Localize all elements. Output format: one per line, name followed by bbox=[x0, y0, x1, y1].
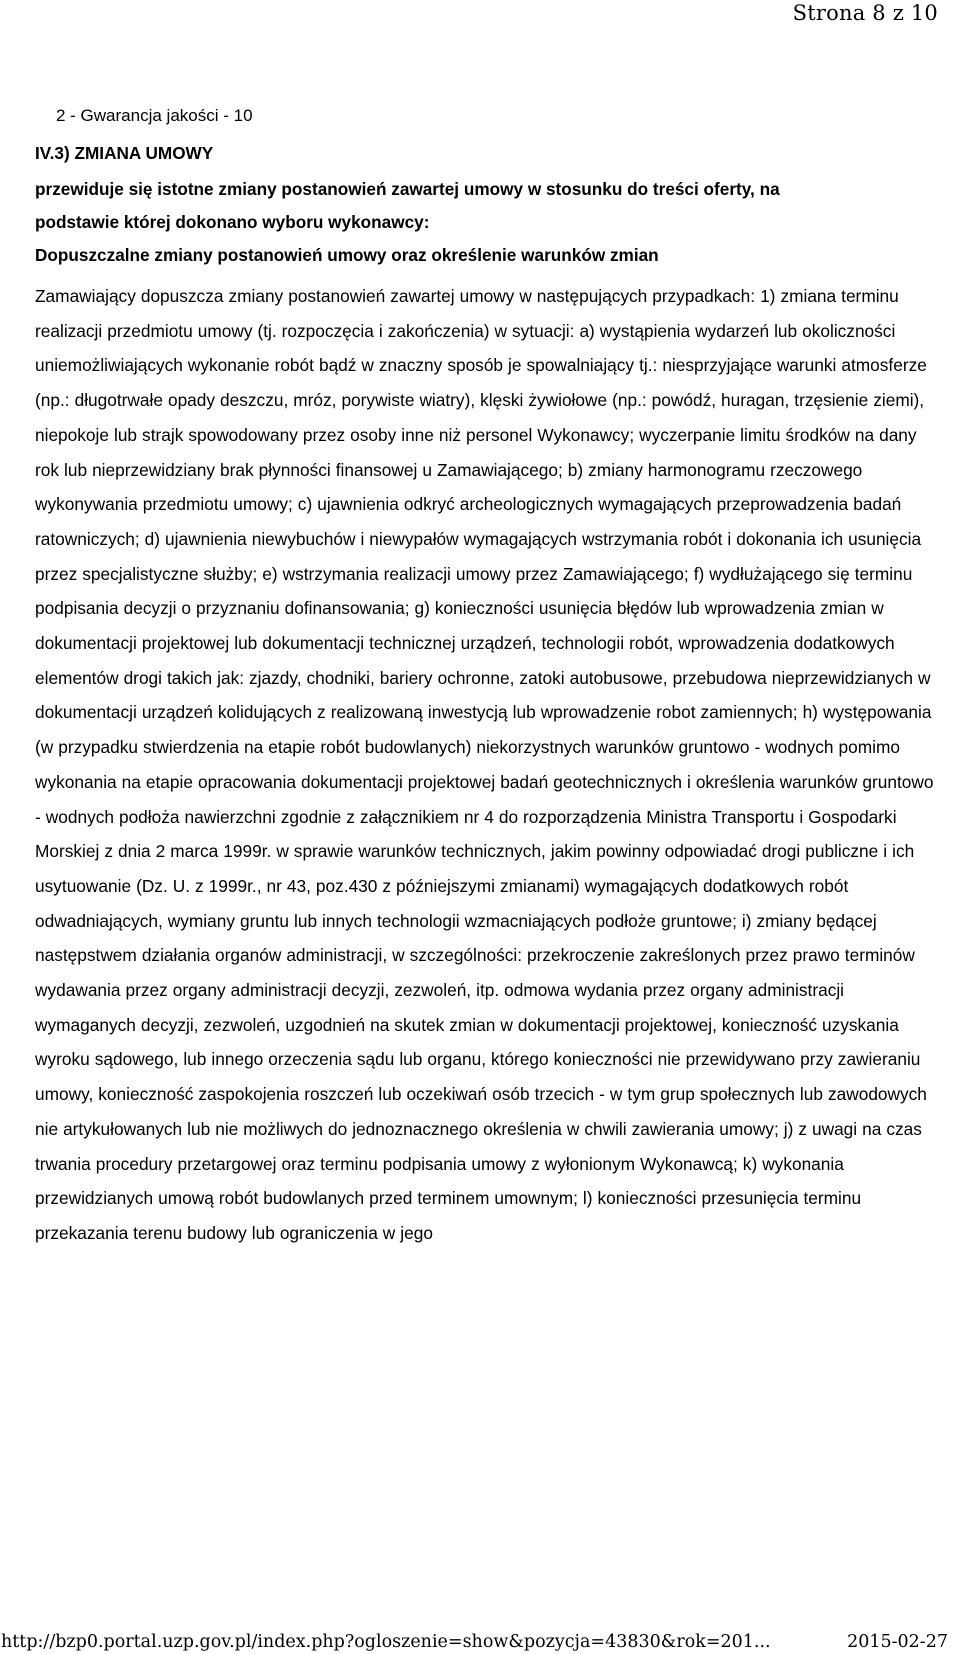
page-footer bbox=[0, 1630, 960, 1654]
footer-url: http://bzp0.portal.uzp.gov.pl/index.php?ogloszenie=show&pozycja=43830&rok=201... bbox=[1, 1632, 771, 1652]
question-line-1: przewiduje się istotne zmiany postanowień zawartej umowy w stosunku do treści oferty, na bbox=[35, 179, 780, 199]
document-content bbox=[35, 105, 935, 1251]
section-heading: IV.3) ZMIANA UMOWY bbox=[35, 143, 214, 163]
body-paragraph: Zamawiający dopuszcza zmiany postanowień zawartej umowy w następujących przypadkach: 1) zmiana terminu realizacji przedmiotu umowy (tj. rozpoczęcia i zakończenia) w sytuacji: a) wystąpienia wydarzeń lub okoliczności uniemożliwiających wykonanie robót bądź w znaczny sposób je spowalniający tj.: niesprzyjające warunki atmosferze (np.: długotrwałe opady deszczu, mróz, porywiste wiatry), klęski żywiołowe (np.: powódź, huragan, trzęsienie ziemi), niepokoje lub strajk spowodowany przez osoby inne niż personel Wykonawcy; wyczerpanie limitu środków na dany rok lub nieprzewidziany brak płynności finansowej u Zamawiającego; b) zmiany harmonogramu rzeczowego wykonywania przedmiotu umowy; c) ujawnienia odkryć archeologicznych wymagających przeprowadzenia badań ratowniczych; d) ujawnienia niewybuchów i niewypałów wymagających wstrzymania robót i dokonania ich usunięcia przez specjalistyczne służby; e) wstrzymania realizacji umowy przez Zamawiającego; f) wydłużającego się terminu podpisania decyzji o przyznaniu dofinansowania; g) konieczności usunięcia błędów lub wprowadzenia zmian w dokumentacji projektowej lub dokumentacji technicznej urządzeń, technologii robót, wprowadzenia dodatkowych elementów drogi takich jak: zjazdy, chodniki, bariery ochronne, zatoki autobusowe, przebudowa nieprzewidzianych w dokumentacji urządzeń kolidujących z realizowaną inwestycją lub wprowadzenie robot zamiennych; h) występowania (w przypadku stwierdzenia na etapie robót budowlanych) niekorzystnych warunków gruntowo - wodnych pomimo wykonania na etapie opracowania dokumentacji projektowej badań geotechnicznych i określenia warunków gruntowo - wodnych podłoża nawierzchni zgodnie z załącznikiem nr 4 do rozporządzenia Ministra Transportu i Gospodarki Morskiej z dnia 2 marca 1999r. w sprawie warunków technicznych, jakim powinny odpowiadać drogi publiczne i ich usytuowanie (Dz. U. z 1999r., nr 43, poz.430 z późniejszymi zmianami) wymagających dodatkowych robót odwadniających, wymiany gruntu lub innych technologii wzmacniających podłoże gruntowe; i) zmiany będącej następstwem działania organów administracji, w szczególności: przekroczenie zakreślonych przez prawo terminów wydawania przez organy administracji decyzji, zezwoleń, itp. odmowa wydania przez organy administracji wymaganych decyzji, zezwoleń, uzgodnień na skutek zmian w dokumentacji projektowej, konieczność uzyskania wyroku sądowego, lub innego orzeczenia sądu lub organu, którego konieczności nie przewidywano przy zawieraniu umowy, konieczność zaspokojenia roszczeń lub oczekiwań osób trzecich - w tym grup społecznych lub zawodowych nie artykułowanych lub nie możliwych do jednoznacznego określenia w chwili zawierania umowy; j) z uwagi na czas trwania procedury przetargowej oraz terminu podpisania umowy z wyłonionym Wykonawcą; k) wykonania przewidzianych umową robót budowlanych przed terminem umownym; l) konieczności przesunięcia terminu przekazania terenu budowy lub ograniczenia w jego bbox=[35, 286, 934, 1243]
question-line-2: podstawie której dokonano wyboru wykonawcy: bbox=[35, 212, 430, 232]
award-criterion: 2 - Gwarancja jakości - 10 bbox=[56, 106, 253, 125]
subheading: Dopuszczalne zmiany postanowień umowy oraz określenie warunków zmian bbox=[35, 245, 659, 265]
footer-date: 2015-02-27 bbox=[847, 1632, 948, 1652]
page-number: Strona 8 z 10 bbox=[792, 1, 938, 25]
